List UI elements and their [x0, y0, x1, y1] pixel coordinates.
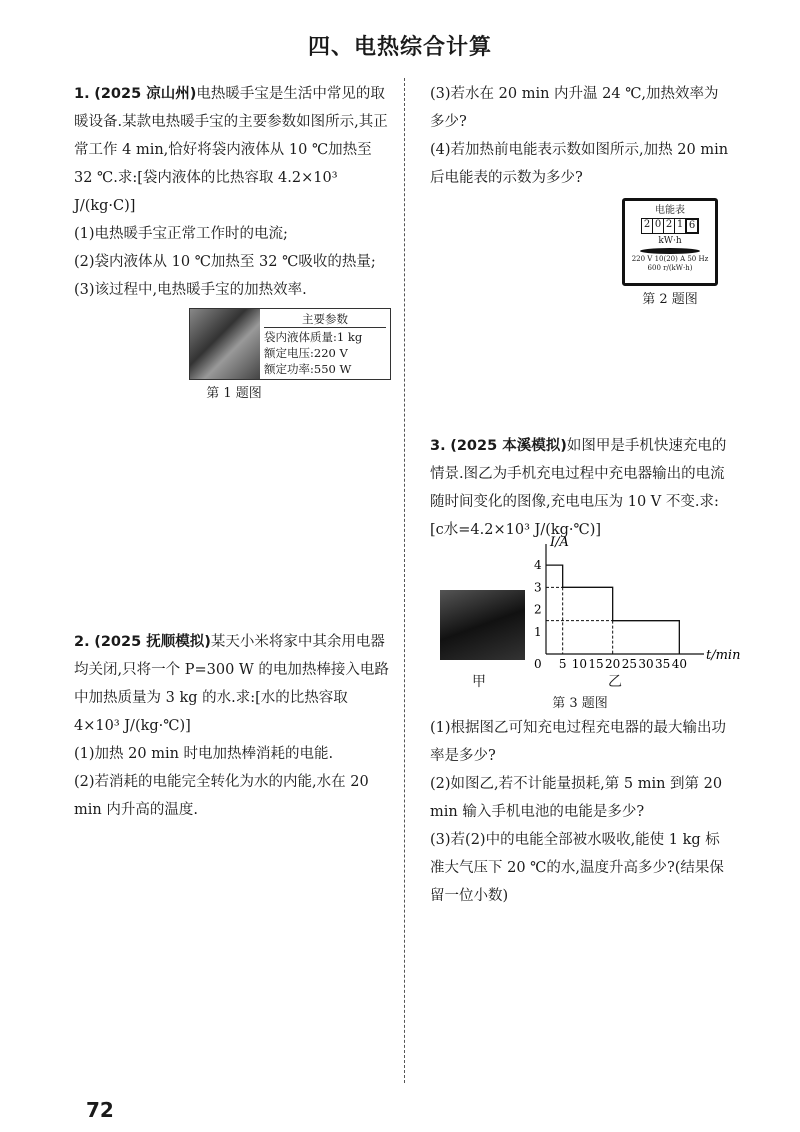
question-3 — [430, 432, 741, 910]
q3-caption: 第 3 题图 — [552, 696, 608, 711]
x-tick-label: 15 — [588, 657, 604, 671]
y-tick-label: 2 — [534, 602, 542, 617]
meter-digit: 2 — [642, 219, 653, 233]
x-tick-label: 10 — [571, 657, 587, 671]
q1-stem — [74, 80, 392, 220]
param-voltage: 额定电压:220 V — [264, 346, 348, 360]
q3-source: (2025 本溪模拟) — [450, 438, 567, 454]
section-title: 四、电热综合计算 — [307, 35, 492, 60]
q3-part-1: (1)根据图乙可知充电过程充电器的最大输出功率是多少? — [430, 720, 727, 764]
question-2-continued — [430, 80, 730, 310]
energy-meter — [622, 198, 718, 286]
meter-unit: kW·h — [658, 236, 682, 246]
x-tick-label: 0 — [534, 657, 542, 671]
q2-part-3: (3)若水在 20 min 内升温 24 ℃,加热效率为多少? — [430, 86, 719, 130]
x-tick-label: 35 — [655, 657, 671, 671]
q2-part-1: (1)加热 20 min 时电加热棒消耗的电能. — [74, 746, 334, 762]
params-table — [260, 309, 390, 379]
question-1 — [74, 80, 392, 404]
meter-title: 电能表 — [655, 205, 685, 216]
q2-number: 2. — [74, 634, 90, 650]
column-divider — [404, 78, 405, 1083]
q2-text: 某天小米将家中其余用电器均关闭,只将一个 P=300 W 的电加热棒接入电路中加热质量为 3 kg 的水.求:[水的比热容取 4×10³ J/(kg·℃)] — [74, 634, 389, 734]
param-mass: 袋内液体质量:1 kg — [264, 330, 363, 344]
q2-part-4: (4)若加热前电能表示数如图所示,加热 20 min 后电能表的示数为多少? — [430, 142, 729, 186]
q1-part-3: (3)该过程中,电热暖手宝的加热效率. — [74, 282, 307, 298]
q3-number: 3. — [430, 438, 446, 454]
param-power: 额定功率:550 W — [264, 362, 352, 376]
q1-part-1: (1)电热暖手宝正常工作时的电流; — [74, 226, 288, 242]
y-tick-label: 4 — [534, 558, 542, 573]
x-tick-label: 25 — [621, 657, 637, 671]
y-axis-label: I/A — [550, 535, 569, 550]
label-yi: 乙 — [608, 674, 622, 690]
page-number: 72 — [86, 1098, 114, 1122]
meter-spec-1: 220 V 10(20) A 50 Hz — [631, 255, 709, 263]
q3-stem — [430, 432, 730, 544]
params-title: 主要参数 — [264, 311, 386, 328]
meter-spec-2: 600 r/(kW·h) — [647, 264, 693, 272]
meter-digit: 1 — [675, 219, 686, 233]
q3-part-3: (3)若(2)中的电能全部被水吸收,能使 1 kg 标准大气压下 20 ℃的水,温度升高多少?(结果保留一位小数) — [430, 832, 724, 904]
q1-caption: 第 1 题图 — [206, 386, 262, 401]
q2-caption: 第 2 题图 — [642, 292, 698, 307]
y-tick-label: 3 — [534, 580, 542, 595]
x-axis-label: t/min — [706, 648, 741, 663]
q3-text: 如图甲是手机快速充电的情景.图乙为手机充电过程中充电器输出的电流随时间变化的图像,充电电压为 10 V 不变.求:[c水=4.2×10³ J/(kg·℃)] — [430, 438, 727, 538]
q3-figure — [430, 535, 741, 690]
q3-part-2: (2)如图乙,若不计能量损耗,第 5 min 到第 20 min 输入手机电池的电能是多少? — [430, 776, 723, 820]
meter-digit-decimal: 6 — [686, 219, 698, 233]
meter-digit: 0 — [653, 219, 664, 233]
q1-figure — [189, 308, 391, 380]
hand-warmer-photo — [190, 309, 260, 379]
meter-dial-icon — [640, 248, 700, 254]
y-tick-label: 1 — [534, 624, 542, 639]
label-jia: 甲 — [472, 674, 486, 690]
x-tick-label: 5 — [558, 657, 567, 671]
x-tick-label: 40 — [671, 657, 687, 671]
question-2 — [74, 628, 392, 824]
q1-text: 电热暖手宝是生活中常见的取暖设备.某款电热暖手宝的主要参数如图所示,其正常工作 4 min,恰好将袋内液体从 10 ℃加热至 32 ℃.求:[袋内液体的比热容取 4.2×10³ J/(kg·C)] — [74, 86, 388, 214]
meter-digits — [641, 218, 699, 234]
q1-part-2: (2)袋内液体从 10 ℃加热至 32 ℃吸收的热量; — [74, 254, 376, 270]
q2-part-2: (2)若消耗的电能完全转化为水的内能,水在 20 min 内升高的温度. — [74, 774, 369, 818]
current-time-chart — [526, 535, 741, 671]
phone-charging-photo — [440, 590, 525, 660]
q1-source: (2025 凉山州) — [94, 86, 197, 102]
meter-digit: 2 — [664, 219, 675, 233]
x-tick-label: 30 — [638, 657, 654, 671]
x-tick-label: 20 — [605, 657, 621, 671]
q2-source: (2025 抚顺模拟) — [94, 634, 211, 650]
q1-number: 1. — [74, 86, 90, 102]
q2-stem — [74, 628, 392, 740]
